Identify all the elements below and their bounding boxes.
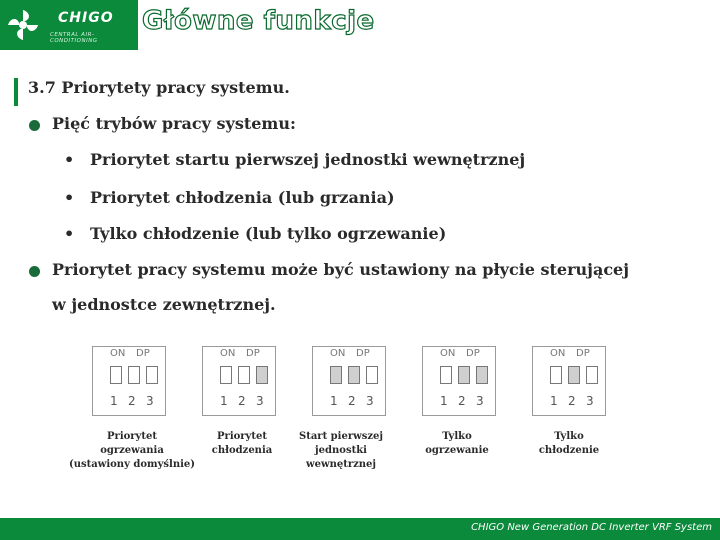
switch-number: 1 bbox=[110, 394, 118, 408]
switch-number: 2 bbox=[128, 394, 136, 408]
dip-toggle[interactable] bbox=[440, 366, 452, 384]
switch-number: 2 bbox=[238, 394, 246, 408]
dip-toggle[interactable] bbox=[586, 366, 598, 384]
dip-toggle[interactable] bbox=[550, 366, 562, 384]
brand-logo bbox=[0, 0, 138, 50]
dip-toggle[interactable] bbox=[220, 366, 232, 384]
switch-number: 3 bbox=[586, 394, 594, 408]
footer-text: CHIGO New Generation DC Inverter VRF System bbox=[471, 522, 712, 533]
switch-dp-label: DP bbox=[356, 348, 370, 359]
switch-dp-label: DP bbox=[136, 348, 150, 359]
bullet-text-continued: w jednostce zewnętrznej. bbox=[52, 295, 276, 314]
bullet-text: Priorytet pracy systemu może być ustawiony na płycie sterującej bbox=[52, 260, 630, 279]
sub-bullet-icon: • bbox=[64, 188, 75, 207]
dip-toggle[interactable] bbox=[128, 366, 140, 384]
dip-toggle[interactable] bbox=[458, 366, 470, 384]
dip-toggle[interactable] bbox=[330, 366, 342, 384]
bullet-icon bbox=[29, 120, 40, 131]
chigo-logo-icon bbox=[6, 8, 40, 42]
switch-dp-label: DP bbox=[246, 348, 260, 359]
dip-toggle[interactable] bbox=[366, 366, 378, 384]
sub-item: Tylko chłodzenie (lub tylko ogrzewanie) bbox=[90, 224, 447, 243]
switch-number: 1 bbox=[330, 394, 338, 408]
switch-number: 1 bbox=[220, 394, 228, 408]
switch-number: 3 bbox=[476, 394, 484, 408]
section-heading: 3.7 Priorytety pracy systemu. bbox=[28, 78, 290, 97]
brand-tagline: CENTRAL AIR-CONDITIONING bbox=[50, 32, 98, 44]
switch-on-label: ON bbox=[330, 348, 346, 359]
switch-on-label: ON bbox=[110, 348, 126, 359]
footer-bar bbox=[0, 518, 720, 540]
switch-caption: Priorytet chłodzenia bbox=[211, 431, 273, 456]
dip-toggle[interactable] bbox=[238, 366, 250, 384]
switch-on-label: ON bbox=[440, 348, 456, 359]
switch-caption: Start pierwszej jednostki wewnętrznej bbox=[298, 431, 383, 470]
switch-dp-label: DP bbox=[466, 348, 480, 359]
switch-number: 2 bbox=[568, 394, 576, 408]
switch-number: 2 bbox=[458, 394, 466, 408]
sub-item: Priorytet chłodzenia (lub grzania) bbox=[90, 188, 395, 207]
switch-number: 3 bbox=[256, 394, 264, 408]
sub-bullet-icon: • bbox=[64, 150, 75, 169]
dip-toggle[interactable] bbox=[110, 366, 122, 384]
page-title: Główne funkcje bbox=[142, 6, 375, 36]
switch-dp-label: DP bbox=[576, 348, 590, 359]
switch-on-label: ON bbox=[220, 348, 236, 359]
brand-name: CHIGO bbox=[58, 10, 114, 26]
dip-toggle[interactable] bbox=[348, 366, 360, 384]
dip-toggle[interactable] bbox=[256, 366, 268, 384]
bullet-text: Pięć trybów pracy systemu: bbox=[52, 114, 296, 133]
switch-caption: Tylko ogrzewanie bbox=[425, 431, 489, 456]
switch-number: 3 bbox=[366, 394, 374, 408]
heading-accent-bar bbox=[14, 78, 18, 106]
dip-toggle[interactable] bbox=[568, 366, 580, 384]
switch-number: 3 bbox=[146, 394, 154, 408]
switch-on-label: ON bbox=[550, 348, 566, 359]
dip-toggle[interactable] bbox=[476, 366, 488, 384]
sub-bullet-icon: • bbox=[64, 224, 75, 243]
dip-toggle[interactable] bbox=[146, 366, 158, 384]
bullet-icon bbox=[29, 266, 40, 277]
switch-number: 2 bbox=[348, 394, 356, 408]
switch-number: 1 bbox=[550, 394, 558, 408]
switch-caption: Priorytet ogrzewania (ustawiony domyślnie) bbox=[68, 431, 195, 470]
sub-item: Priorytet startu pierwszej jednostki wewnętrznej bbox=[90, 150, 526, 169]
switch-number: 1 bbox=[440, 394, 448, 408]
switch-caption: Tylko chłodzenie bbox=[538, 431, 600, 456]
